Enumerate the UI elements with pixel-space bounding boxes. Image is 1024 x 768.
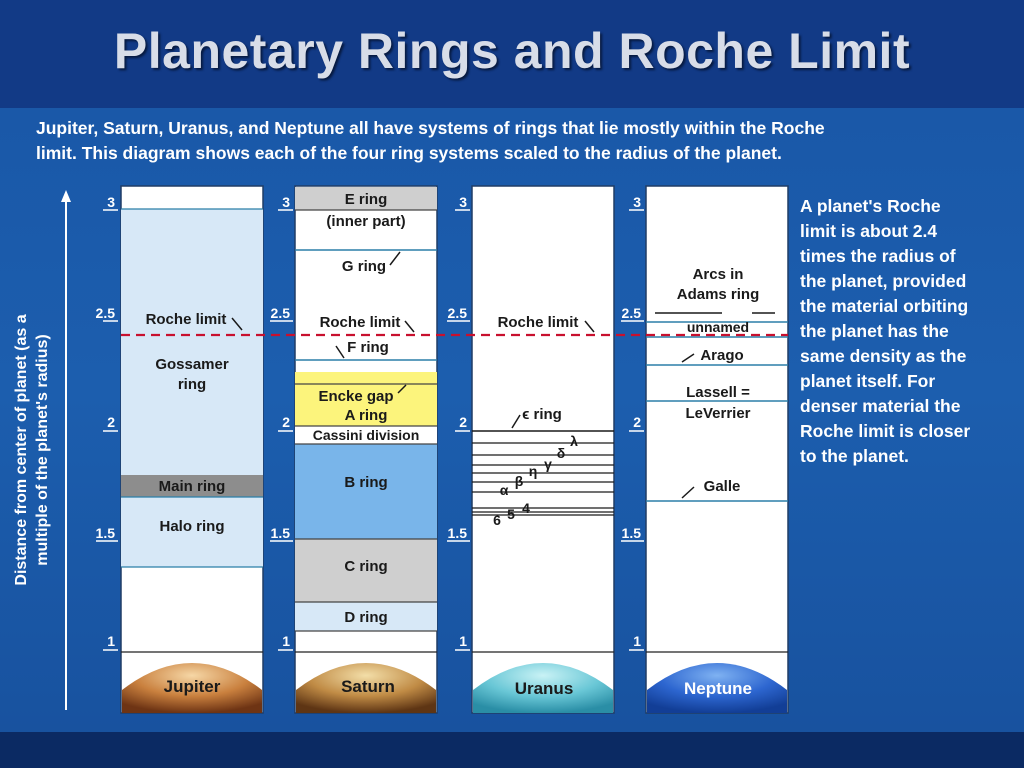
a-ring-label: A ring <box>344 407 388 424</box>
tick-label: 1.5 <box>270 525 290 541</box>
tick-label: 2 <box>633 414 641 430</box>
note-line: A planet's Roche <box>800 196 941 216</box>
tick-label: 1 <box>633 633 641 649</box>
tick-label: 2.5 <box>621 305 641 321</box>
saturn-column <box>295 186 437 713</box>
tick-label: 2 <box>107 414 115 430</box>
tick-labels-neptune <box>622 194 642 649</box>
tick-labels-jupiter <box>96 194 116 649</box>
gamma-label: γ <box>544 456 552 472</box>
a-ring-outer <box>295 372 437 384</box>
tick-label: 2 <box>459 414 467 430</box>
note-line: the material orbiting <box>800 296 969 316</box>
note-line: planet itself. For <box>800 371 936 391</box>
note-line: limit is about 2.4 <box>800 221 938 241</box>
b-ring-label: B ring <box>344 474 388 491</box>
jupiter-roche-label: Roche limit <box>145 311 227 328</box>
e-ring-sub-label: (inner part) <box>326 213 406 230</box>
jupiter-column <box>121 186 263 713</box>
axis-arrow-icon <box>61 190 71 202</box>
note-line: the planet has the <box>800 321 949 341</box>
uranus-name: Uranus <box>514 679 574 698</box>
note-line: the planet, provided <box>800 271 967 291</box>
tick-label: 1 <box>282 633 290 649</box>
lambda-label: λ <box>570 433 578 449</box>
cassini-division-label: Cassini division <box>312 427 420 443</box>
tick-label: 1.5 <box>621 525 641 541</box>
epsilon-ring-label: ϵ ring <box>522 406 562 423</box>
tick-label: 2.5 <box>270 305 290 321</box>
saturn-name: Saturn <box>341 677 395 696</box>
uranus-roche-label: Roche limit <box>497 314 579 331</box>
tick-label: 2.5 <box>95 305 115 321</box>
adams-arcs-label: Adams ring <box>676 286 760 303</box>
tick-labels-saturn <box>271 194 291 649</box>
eta-label: η <box>528 463 538 479</box>
saturn-roche-label: Roche limit <box>319 314 401 331</box>
tick-labels-uranus <box>448 194 468 649</box>
encke-gap-label: Encke gap <box>318 388 394 405</box>
beta-label: β <box>514 473 524 489</box>
uranus-column <box>472 186 614 713</box>
page-title: Planetary Rings and Roche Limit <box>113 23 911 79</box>
d-ring-label: D ring <box>344 609 388 626</box>
g-ring-label: G ring <box>341 258 387 275</box>
unnamed-ring-label: unnamed <box>686 319 750 335</box>
tick-label: 1.5 <box>447 525 467 541</box>
gossamer-ring-label: ring <box>177 376 207 393</box>
neptune-column <box>646 186 788 713</box>
gossamer-ring <box>121 209 263 475</box>
tick-label: 3 <box>633 194 641 210</box>
axis-label: Distance from center of planet (as a <box>13 314 30 586</box>
tick-label: 1.5 <box>95 525 115 541</box>
gossamer-ring-label: Gossamer <box>155 356 229 373</box>
adams-arcs-label: Arcs in <box>692 266 744 283</box>
axis-label: multiple of the planet's radius) <box>34 334 51 566</box>
ring-4-label: 4 <box>522 500 530 516</box>
b-ring <box>295 444 437 539</box>
e-ring-label: E ring <box>344 191 388 208</box>
intro-line: Jupiter, Saturn, Uranus, and Neptune all have systems of rings that lie mostly within the Roche <box>36 118 825 138</box>
galle-ring-label: Galle <box>703 478 741 495</box>
delta-label: δ <box>556 445 566 461</box>
tick-label: 1 <box>107 633 115 649</box>
leverrier-label: LeVerrier <box>685 405 751 422</box>
jupiter-name: Jupiter <box>163 677 221 696</box>
ring-5-label: 5 <box>507 506 515 522</box>
f-ring-label: F ring <box>347 339 389 356</box>
intro-line: limit. This diagram shows each of the four ring systems scaled to the radius of the planet. <box>36 143 782 163</box>
tick-label: 2 <box>282 414 290 430</box>
tick-label: 2.5 <box>447 305 467 321</box>
main-ring-label: Main ring <box>158 478 226 495</box>
ring-6-label: 6 <box>493 512 501 528</box>
note-line: denser material the <box>800 396 961 416</box>
note-line: Roche limit is closer <box>800 421 971 441</box>
tick-label: 3 <box>107 194 115 210</box>
tick-label: 3 <box>282 194 290 210</box>
note-line: same density as the <box>800 346 967 366</box>
alpha-label: α <box>499 482 509 498</box>
lassell-label: Lassell = <box>686 384 750 401</box>
note-line: times the radius of <box>800 246 956 266</box>
tick-label: 3 <box>459 194 467 210</box>
neptune-name: Neptune <box>684 679 752 698</box>
halo-ring-label: Halo ring <box>159 518 225 535</box>
tick-label: 1 <box>459 633 467 649</box>
c-ring-label: C ring <box>344 558 388 575</box>
arago-ring-label: Arago <box>700 347 744 364</box>
note-line: to the planet. <box>800 446 909 466</box>
